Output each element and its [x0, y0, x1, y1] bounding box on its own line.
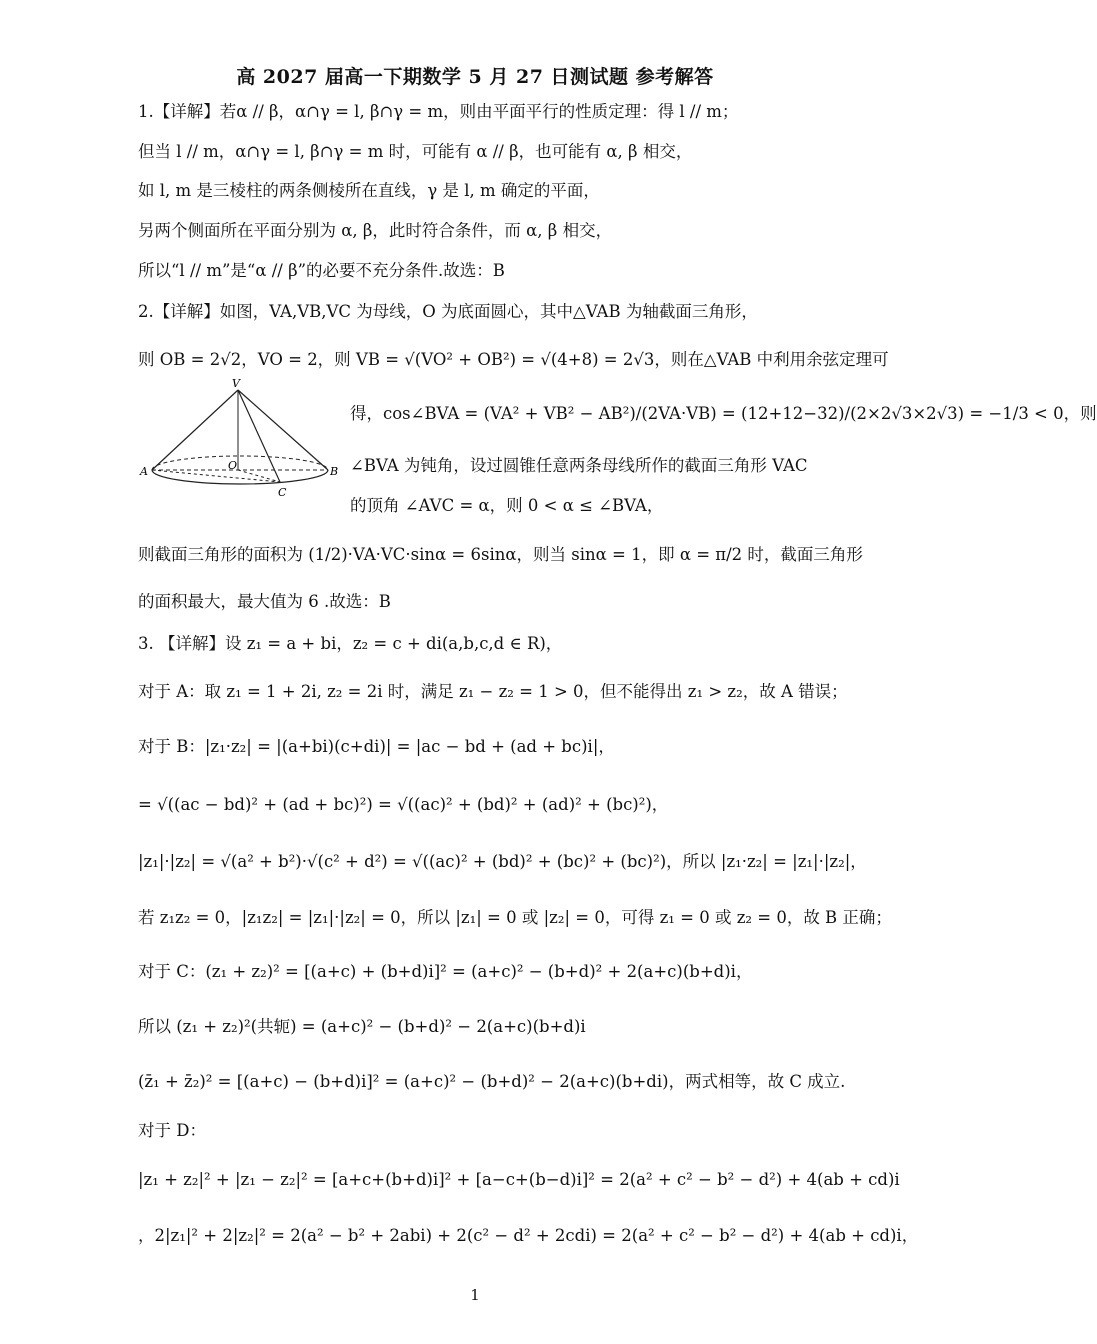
- label-b: B: [330, 465, 339, 478]
- label-c: C: [278, 486, 287, 499]
- q3-line-10: 对于 D：: [138, 1121, 206, 1140]
- q3-line-2: 对于 A：取 z₁ = 1 + 2i, z₂ = 2i 时，满足 z₁ − z₂ = 1 > 0，但不能得出 z₁ > z₂，故 A 错误；: [138, 682, 848, 701]
- q3-line-5: |z₁|·|z₂| = √(a² + b²)·√(c² + d²) = √((ac)² + (bd)² + (bc)² + (bc)²)，所以 |z₁·z₂| = |z₁|·|z₂|，: [138, 852, 867, 871]
- q3-line-3: 对于 B：|z₁·z₂| = |(a+bi)(c+di)| = |ac − bd + (ad + bc)i|，: [138, 737, 615, 756]
- q1-line-3: 如 l, m 是三棱柱的两条侧棱所在直线，γ 是 l, m 确定的平面，: [138, 181, 600, 200]
- label-a: A: [140, 465, 148, 478]
- cone-diagram: [140, 378, 340, 503]
- q1-line-4: 另两个侧面所在平面分别为 α, β，此时符合条件，而 α, β 相交，: [138, 221, 613, 240]
- q1-line-2: 但当 l // m，α∩γ = l, β∩γ = m 时，可能有 α // β，也可能有 α, β 相交，: [138, 142, 693, 161]
- q3-line-1: 3. 【详解】设 z₁ = a + bi，z₂ = c + di(a,b,c,d ∈ R)，: [138, 634, 563, 653]
- q3-line-6: 若 z₁z₂ = 0，|z₁z₂| = |z₁|·|z₂| = 0，所以 |z₁| = 0 或 |z₂| = 0，可得 z₁ = 0 或 z₂ = 0，故 B 正确；: [138, 908, 892, 927]
- page-number: 1: [470, 1286, 480, 1304]
- q2-line-5: 的顶角 ∠AVC = α，则 0 < α ≤ ∠BVA，: [350, 496, 664, 515]
- q3-line-4: = √((ac − bd)² + (ad + bc)²) = √((ac)² + (bd)² + (ad)² + (bc)²)，: [138, 795, 669, 814]
- q1-line-1: 1.【详解】若α // β，α∩γ = l, β∩γ = m，则由平面平行的性质定理：得 l // m；: [138, 102, 739, 121]
- q3-line-9: (z̄₁ + z̄₂)² = [(a+c) − (b+d)i]² = (a+c)² − (b+d)² − 2(a+c)(b+di)，两式相等，故 C 成立.: [138, 1072, 846, 1091]
- q2-line-3: 得，cos∠BVA = (VA² + VB² − AB²)/(2VA·VB) = (12+12−32)/(2×2√3×2√3) = −1/3 < 0，则: [350, 404, 1097, 423]
- label-o: O: [228, 459, 238, 472]
- q3-line-7: 对于 C：(z₁ + z₂)² = [(a+c) + (b+d)i]² = (a+c)² − (b+d)² + 2(a+c)(b+d)i，: [138, 962, 753, 981]
- q3-line-11: |z₁ + z₂|² + |z₁ − z₂|² = [a+c+(b+d)i]² + [a−c+(b−d)i]² = 2(a² + c² − b² − d²) + 4(ab + cd)i: [138, 1170, 900, 1189]
- q3-line-8: 所以 (z₁ + z₂)²(共轭) = (a+c)² − (b+d)² − 2(a+c)(b+d)i: [138, 1017, 586, 1036]
- page-title: 高 2027 届高一下期数学 5 月 27 日测试题 参考解答: [236, 66, 714, 88]
- q3-line-12: ，2|z₁|² + 2|z₂|² = 2(a² − b² + 2abi) + 2(c² − d² + 2cdi) = 2(a² + c² − b² − d²) + 4(ab + cd)i，: [138, 1226, 919, 1245]
- q2-line-2: 则 OB = 2√2，VO = 2，则 VB = √(VO² + OB²) = √(4+8) = 2√3，则在△VAB 中利用余弦定理可: [138, 350, 889, 369]
- q2-line-4: ∠BVA 为钝角，设过圆锥任意两条母线所作的截面三角形 VAC: [350, 456, 808, 475]
- q2-line-7: 的面积最大，最大值为 6 .故选：B: [138, 592, 391, 611]
- label-v: V: [232, 377, 240, 390]
- cone-figure: [140, 378, 340, 503]
- q2-line-1: 2.【详解】如图，VA,VB,VC 为母线，O 为底面圆心，其中△VAB 为轴截面三角形，: [138, 302, 758, 321]
- q1-line-5: 所以“l // m”是“α // β”的必要不充分条件.故选：B: [138, 261, 505, 280]
- q2-line-6: 则截面三角形的面积为 (1/2)·VA·VC·sinα = 6sinα，则当 sinα = 1，即 α = π/2 时，截面三角形: [138, 545, 863, 564]
